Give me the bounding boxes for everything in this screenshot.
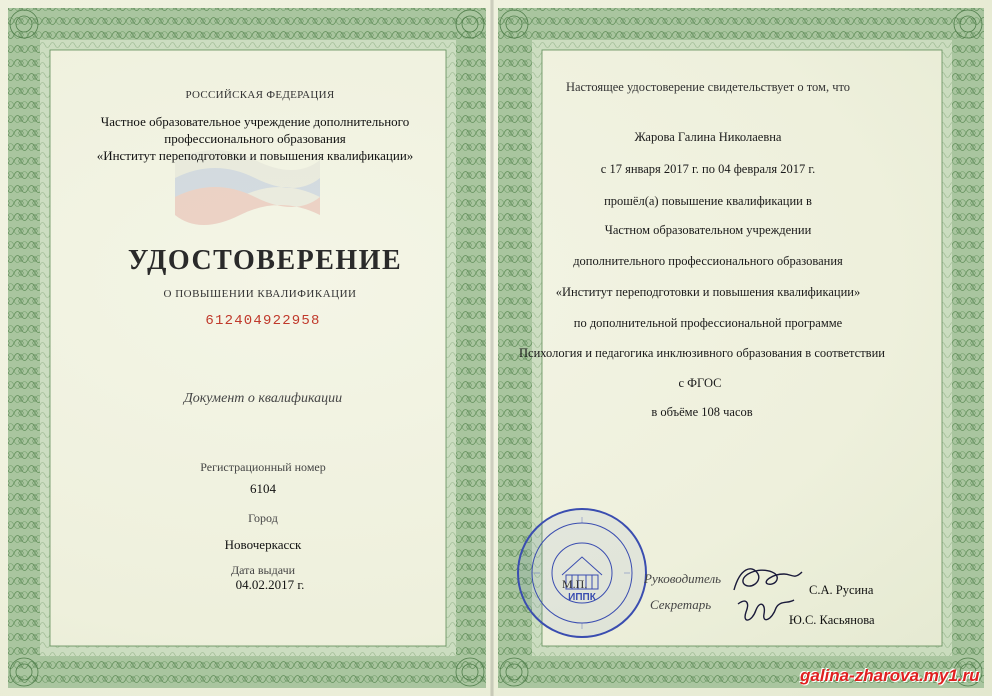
official-stamp <box>514 505 650 641</box>
doc-type-label: Документ о квалификации <box>183 391 343 406</box>
hours-line: в объёме 108 часов <box>651 405 753 419</box>
institution-line-a: Частном образовательном учреждении <box>604 223 812 237</box>
standard-line: с ФГОС <box>678 376 722 390</box>
stamp-center-text: ИППК <box>568 592 596 603</box>
watermark-url: galina-zharova.my1.ru <box>800 666 980 685</box>
reg-number-label: Регистрационный номер <box>200 460 326 474</box>
program-intro-line: по дополнительной профессиональной программе <box>573 316 843 330</box>
statement-line: прошёл(а) повышение квалификации в <box>604 194 812 208</box>
institution-line-3: «Институт переподготовки и повышения квалификации» <box>96 148 414 163</box>
doc-subtitle: О ПОВЫШЕНИИ КВАЛИФИКАЦИИ <box>163 288 357 300</box>
intro-text: Настоящее удостоверение свидетельствует о том, что <box>565 80 851 94</box>
institution-line-c: «Институт переподготовки и повышения квалификации» <box>555 285 861 299</box>
mp-label: М.П. <box>562 577 588 591</box>
secretary-label: Секретарь <box>650 597 712 612</box>
issue-date-label: Дата выдачи <box>230 563 296 577</box>
doc-title: УДОСТОВЕРЕНИЕ <box>127 245 403 276</box>
secretary-name: Ю.С. Касьянова <box>789 613 875 627</box>
right-page <box>492 0 992 696</box>
issue-date-value: 04.02.2017 г. <box>235 577 305 592</box>
institution-line-1: Частное образовательное учреждение дополнительного <box>100 114 410 129</box>
institution-line-2: профессионального образования <box>164 131 346 146</box>
country-label: РОССИЙСКАЯ ФЕДЕРАЦИЯ <box>185 89 335 101</box>
director-label: Руководитель <box>644 571 722 586</box>
institution-line-b: дополнительного профессионального образования <box>573 254 843 268</box>
city-label: Город <box>248 511 278 525</box>
period-line: с 17 января 2017 г. по 04 февраля 2017 г. <box>600 162 816 176</box>
holder-name: Жарова Галина Николаевна <box>634 130 782 144</box>
left-page <box>0 0 492 696</box>
director-name: С.А. Русина <box>809 583 874 597</box>
program-name-line: Психология и педагогика инклюзивного образования в соответствии <box>519 346 885 360</box>
city-value: Новочеркасск <box>224 537 302 552</box>
serial-number: 612404922958 <box>205 313 321 329</box>
reg-number-value: 6104 <box>250 481 276 496</box>
